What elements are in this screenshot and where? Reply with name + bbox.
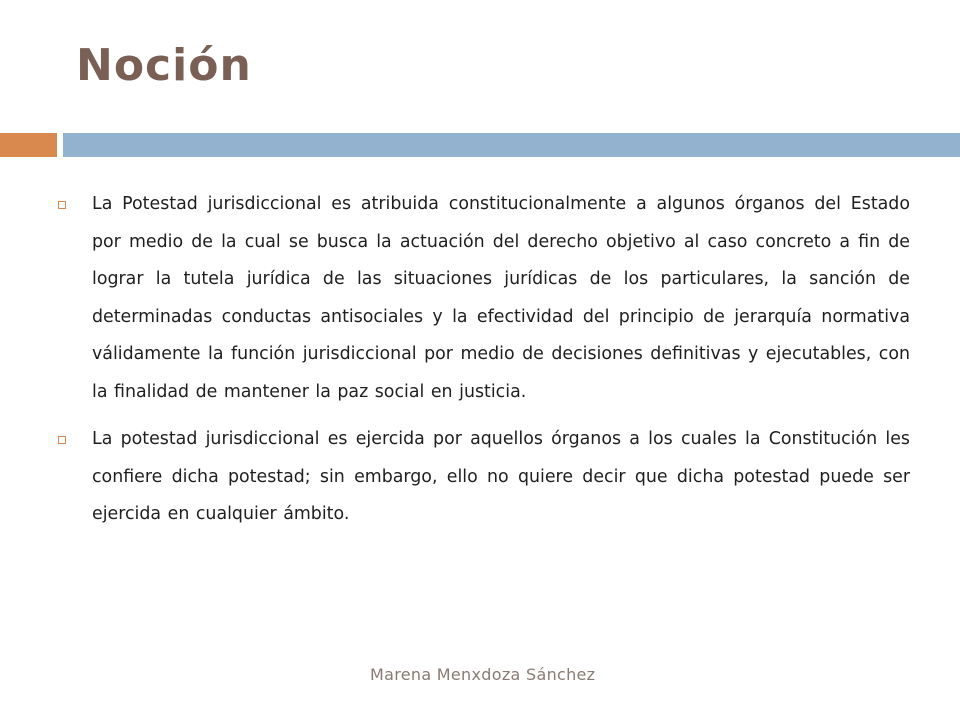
bullet-list [58, 186, 910, 544]
slide-title: Noción [76, 40, 252, 91]
bullet-item [58, 186, 910, 411]
square-bullet-icon [58, 436, 66, 444]
bullet-item [58, 421, 910, 534]
accent-bar-orange [0, 133, 57, 157]
footer-author: Marena Menxdoza Sánchez [370, 665, 596, 684]
square-bullet-icon [58, 201, 66, 209]
bullet-text: La potestad jurisdiccional es ejercida por aquellos órganos a los cuales la Constitución les confiere dicha potestad; sin embargo, ello no quiere decir que dicha potestad puede ser ejercida en cualquier ámbito. [92, 429, 910, 524]
bullet-text: La Potestad jurisdiccional es atribuida constitucionalmente a algunos órganos del Estado por medio de la cual se busca la actuación del derecho objetivo al caso concreto a fin de lograr la tutela jurídica de las situaciones jurídicas de los particulares, la sanción de determinadas conductas antisociales y la efectividad del principio de jerarquía normativa válidamente la función jurisdiccional por medio de decisiones definitivas y ejecutables, con la finalidad de mantener la paz social en justicia. [92, 194, 910, 402]
accent-bar-blue [63, 133, 960, 157]
